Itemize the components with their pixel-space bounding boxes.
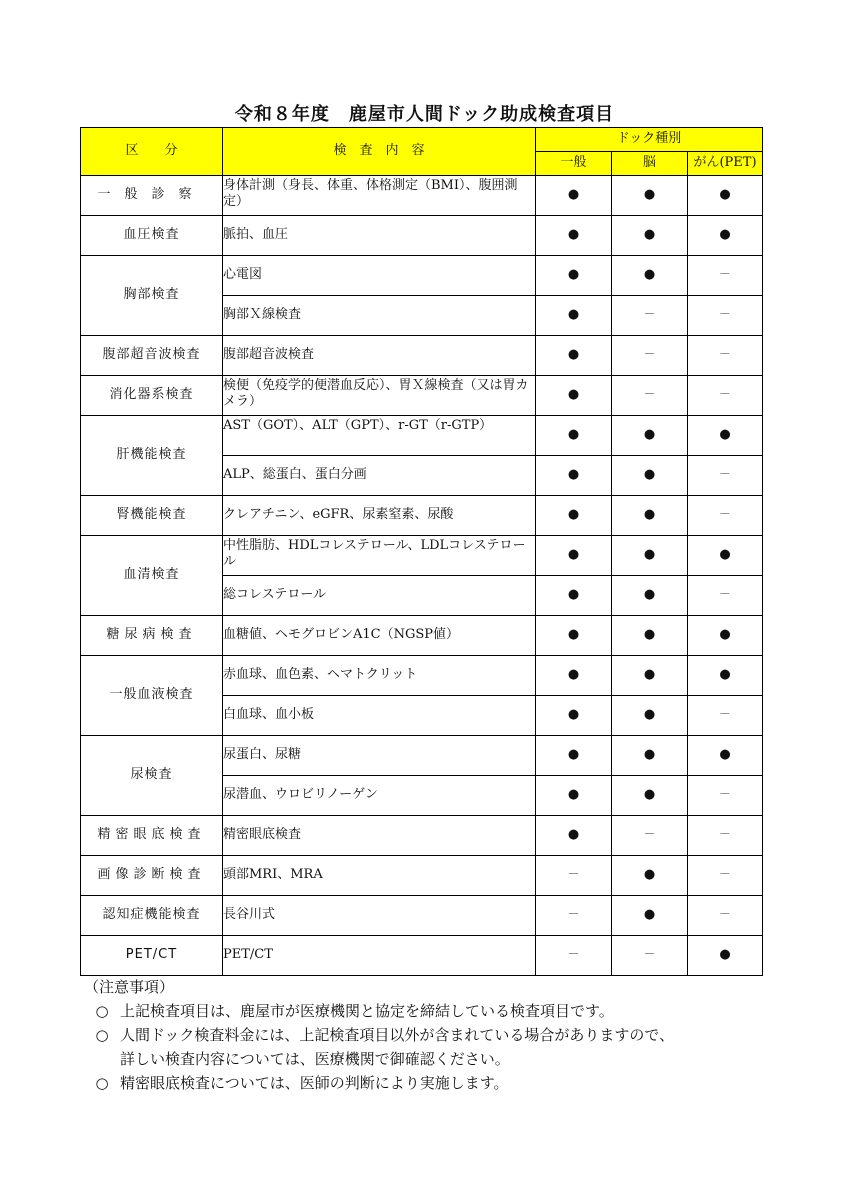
mark-general — [536, 216, 612, 256]
mark-cancer — [688, 776, 763, 816]
filled-circle-icon: ● — [643, 707, 656, 723]
filled-circle-icon: ● — [567, 587, 580, 603]
note-item — [84, 1023, 784, 1047]
mark-general — [536, 576, 612, 616]
content-cell: 尿蛋白、尿糖 — [223, 736, 536, 776]
table-row — [81, 896, 763, 936]
filled-circle-icon: ● — [719, 747, 731, 763]
filled-circle-icon: ● — [567, 507, 580, 523]
filled-circle-icon: ● — [567, 827, 580, 843]
category-cell: 血清検査 — [81, 536, 223, 616]
mark-brain — [612, 376, 688, 416]
mark-cancer — [688, 936, 763, 976]
header-category: 区 分 — [81, 128, 223, 176]
table-row — [81, 736, 763, 776]
dash-mark: － — [643, 947, 656, 962]
mark-cancer — [688, 216, 763, 256]
category-cell: 腎機能検査 — [81, 496, 223, 536]
content-cell: 精密眼底検査 — [223, 816, 536, 856]
content-cell: 総コレステロール — [223, 576, 536, 616]
dash-mark: － — [718, 347, 731, 362]
mark-cancer — [688, 456, 763, 496]
note-text: 上記検査項目は、鹿屋市が医療機関と協定を締結している検査項目です。 — [120, 1002, 614, 1020]
mark-brain — [612, 696, 688, 736]
inspection-table — [80, 127, 763, 976]
mark-cancer — [688, 576, 763, 616]
filled-circle-icon: ● — [643, 467, 656, 483]
dash-mark: － — [718, 587, 731, 602]
header-content: 検 査 内 容 — [223, 128, 536, 176]
mark-cancer — [688, 856, 763, 896]
mark-cancer — [688, 896, 763, 936]
mark-general — [536, 736, 612, 776]
mark-cancer — [688, 656, 763, 696]
mark-brain — [612, 336, 688, 376]
table-row — [81, 256, 763, 296]
mark-general — [536, 936, 612, 976]
content-cell: 検便（免疫学的便潜血反応）、胃Ｘ線検査（又は胃カメラ） — [223, 376, 536, 416]
category-cell: 精密眼底検査 — [81, 816, 223, 856]
mark-brain — [612, 496, 688, 536]
mark-brain — [612, 616, 688, 656]
filled-circle-icon: ● — [643, 907, 656, 923]
filled-circle-icon: ● — [643, 787, 656, 803]
note-item — [84, 1071, 784, 1095]
mark-brain — [612, 736, 688, 776]
filled-circle-icon: ● — [719, 547, 731, 563]
dash-mark: － — [643, 307, 656, 322]
mark-general — [536, 416, 612, 456]
filled-circle-icon: ● — [643, 587, 656, 603]
mark-brain — [612, 816, 688, 856]
filled-circle-icon: ● — [719, 627, 731, 643]
mark-cancer — [688, 696, 763, 736]
category-cell: 一般診察 — [81, 176, 223, 216]
filled-circle-icon: ● — [567, 347, 580, 363]
table-row — [81, 376, 763, 416]
dash-mark: － — [718, 827, 731, 842]
notes-section — [84, 975, 784, 1095]
filled-circle-icon: ● — [643, 867, 656, 883]
content-cell: 頭部MRI、MRA — [223, 856, 536, 896]
filled-circle-icon: ● — [643, 427, 656, 443]
content-cell: 尿潜血、ウロビリノーゲン — [223, 776, 536, 816]
content-cell: 胸部Ｘ線検査 — [223, 296, 536, 336]
content-cell: 腹部超音波検査 — [223, 336, 536, 376]
mark-general — [536, 456, 612, 496]
category-cell: 腹部超音波検査 — [81, 336, 223, 376]
mark-brain — [612, 776, 688, 816]
header-type-cancer: がん(PET) — [688, 152, 763, 176]
filled-circle-icon: ● — [567, 707, 580, 723]
content-cell: 長谷川式 — [223, 896, 536, 936]
filled-circle-icon: ● — [567, 187, 580, 203]
filled-circle-icon: ● — [643, 187, 656, 203]
filled-circle-icon: ● — [643, 747, 656, 763]
content-cell: 赤血球、血色素、ヘマトクリット — [223, 656, 536, 696]
dash-mark: － — [567, 907, 580, 922]
category-cell: 尿検査 — [81, 736, 223, 816]
circle-bullet-icon: ○ — [95, 1074, 109, 1092]
table-row — [81, 936, 763, 976]
filled-circle-icon: ● — [719, 227, 731, 243]
filled-circle-icon: ● — [719, 667, 731, 683]
dash-mark: － — [718, 267, 731, 282]
mark-general — [536, 816, 612, 856]
mark-brain — [612, 896, 688, 936]
content-cell: 身体計測（身長、体重、体格測定（BMI）、腹囲測定） — [223, 176, 536, 216]
mark-cancer — [688, 616, 763, 656]
mark-brain — [612, 296, 688, 336]
table-row — [81, 656, 763, 696]
mark-general — [536, 256, 612, 296]
mark-brain — [612, 416, 688, 456]
mark-general — [536, 336, 612, 376]
content-cell: AST（GOT）、ALT（GPT）、r-GT（r-GTP） — [223, 416, 536, 456]
category-cell: 糖尿病検査 — [81, 616, 223, 656]
table-body — [81, 176, 763, 976]
dash-mark: － — [567, 867, 580, 882]
note-text-continued: 詳しい検査内容については、医療機関で御確認ください。 — [120, 1050, 510, 1068]
mark-general — [536, 496, 612, 536]
filled-circle-icon: ● — [567, 627, 580, 643]
category-cell: 胸部検査 — [81, 256, 223, 336]
mark-general — [536, 656, 612, 696]
content-cell: ALP、総蛋白、蛋白分画 — [223, 456, 536, 496]
filled-circle-icon: ● — [567, 227, 580, 243]
table-row — [81, 496, 763, 536]
mark-general — [536, 176, 612, 216]
category-cell: 血圧検査 — [81, 216, 223, 256]
filled-circle-icon: ● — [567, 787, 580, 803]
content-cell: PET/CT — [223, 936, 536, 976]
dash-mark: － — [718, 867, 731, 882]
category-cell: 消化器系検査 — [81, 376, 223, 416]
circle-bullet-icon: ○ — [95, 1026, 109, 1044]
notes-list — [84, 999, 784, 1095]
dash-mark: － — [643, 347, 656, 362]
table-row — [81, 416, 763, 456]
mark-cancer — [688, 376, 763, 416]
table-row — [81, 536, 763, 576]
category-cell: 肝機能検査 — [81, 416, 223, 496]
mark-general — [536, 856, 612, 896]
notes-heading: （注意事項） — [84, 978, 175, 996]
content-cell: 中性脂肪、HDLコレステロール、LDLコレステロール — [223, 536, 536, 576]
mark-brain — [612, 256, 688, 296]
dash-mark: － — [718, 387, 731, 402]
filled-circle-icon: ● — [567, 747, 580, 763]
dash-mark: － — [718, 907, 731, 922]
category-cell: 画像診断検査 — [81, 856, 223, 896]
mark-cancer — [688, 496, 763, 536]
header-type-general: 一般 — [536, 152, 612, 176]
mark-brain — [612, 656, 688, 696]
mark-general — [536, 776, 612, 816]
dash-mark: － — [718, 707, 731, 722]
mark-general — [536, 616, 612, 656]
filled-circle-icon: ● — [567, 667, 580, 683]
content-cell: 脈拍、血圧 — [223, 216, 536, 256]
category-cell: PET/CT — [81, 936, 223, 976]
filled-circle-icon: ● — [567, 467, 580, 483]
mark-brain — [612, 456, 688, 496]
dash-mark: － — [718, 787, 731, 802]
dash-mark: － — [718, 307, 731, 322]
mark-general — [536, 696, 612, 736]
table-row — [81, 336, 763, 376]
note-text: 人間ドック検査料金には、上記検査項目以外が含まれている場合がありますので、 — [120, 1026, 675, 1044]
filled-circle-icon: ● — [643, 547, 656, 563]
mark-brain — [612, 936, 688, 976]
filled-circle-icon: ● — [643, 507, 656, 523]
mark-general — [536, 896, 612, 936]
dash-mark: － — [718, 467, 731, 482]
filled-circle-icon: ● — [643, 267, 656, 283]
mark-brain — [612, 576, 688, 616]
mark-cancer — [688, 176, 763, 216]
table-row — [81, 216, 763, 256]
note-text: 精密眼底検査については、医師の判断により実施します。 — [120, 1074, 509, 1092]
mark-brain — [612, 856, 688, 896]
mark-cancer — [688, 816, 763, 856]
dash-mark: － — [718, 507, 731, 522]
circle-bullet-icon: ○ — [95, 1002, 109, 1020]
dash-mark: － — [643, 387, 656, 402]
mark-brain — [612, 176, 688, 216]
table-row — [81, 176, 763, 216]
filled-circle-icon: ● — [643, 667, 656, 683]
filled-circle-icon: ● — [643, 227, 656, 243]
filled-circle-icon: ● — [567, 307, 580, 323]
mark-cancer — [688, 536, 763, 576]
mark-general — [536, 536, 612, 576]
filled-circle-icon: ● — [719, 427, 731, 443]
content-cell: 心電図 — [223, 256, 536, 296]
mark-general — [536, 376, 612, 416]
content-cell: 血糖値、ヘモグロビンA1C（NGSP値） — [223, 616, 536, 656]
filled-circle-icon: ● — [567, 427, 580, 443]
table-row — [81, 816, 763, 856]
dash-mark: － — [567, 947, 580, 962]
table-row — [81, 616, 763, 656]
filled-circle-icon: ● — [567, 267, 580, 283]
filled-circle-icon: ● — [719, 947, 731, 963]
header-dock-types: ドック種別 — [536, 128, 763, 152]
mark-cancer — [688, 416, 763, 456]
filled-circle-icon: ● — [643, 627, 656, 643]
mark-cancer — [688, 296, 763, 336]
header-type-brain: 脳 — [612, 152, 688, 176]
filled-circle-icon: ● — [567, 387, 580, 403]
content-cell: 白血球、血小板 — [223, 696, 536, 736]
mark-brain — [612, 536, 688, 576]
dash-mark: － — [643, 827, 656, 842]
mark-brain — [612, 216, 688, 256]
filled-circle-icon: ● — [719, 187, 731, 203]
filled-circle-icon: ● — [567, 547, 580, 563]
category-cell: 一般血液検査 — [81, 656, 223, 736]
category-cell: 認知症機能検査 — [81, 896, 223, 936]
mark-cancer — [688, 256, 763, 296]
mark-general — [536, 296, 612, 336]
content-cell: クレアチニン、eGFR、尿素窒素、尿酸 — [223, 496, 536, 536]
note-item — [84, 999, 784, 1023]
mark-cancer — [688, 736, 763, 776]
table-row — [81, 856, 763, 896]
page-title: 令和８年度 鹿屋市人間ドック助成検査項目 — [234, 104, 615, 125]
mark-cancer — [688, 336, 763, 376]
